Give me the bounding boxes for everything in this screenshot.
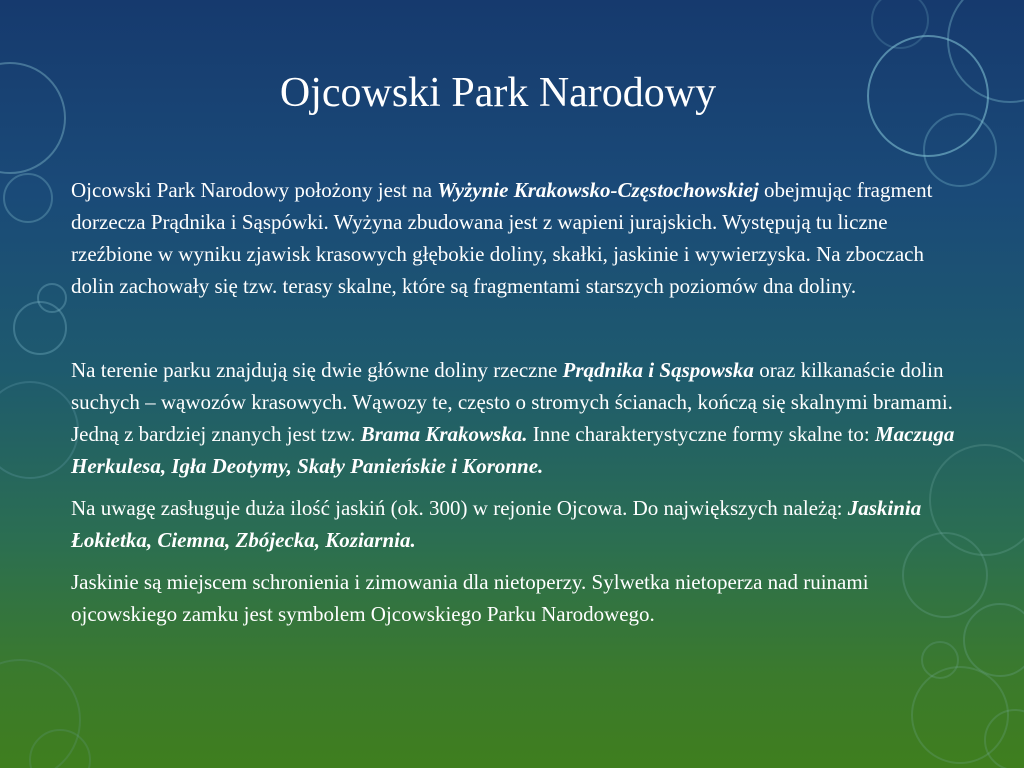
paragraph-1-text-2: obejmując fragment dorzecza Prądnika i Sąspówki. Wyżyna zbudowana jest z wapieni jurajskich. Występują tu liczne rzeźbione w wyniku zjawisk krasowych głębokie doliny, skałki, jaskinie i wywierzyska. Na zboczach dolin zachowały się tzw. terasy skalne, które są fragmentami starszych poziomów dna doliny.	[71, 178, 933, 298]
paragraph-2-highlight-2: Brama Krakowska.	[360, 422, 528, 446]
paragraph-3-highlight-1: Jaskinia Łokietka, Ciemna, Zbójecka, Koziarnia.	[71, 496, 922, 552]
paragraph-4-text-1: Jaskinie są miejscem schronienia i zimowania dla nietoperzy. Sylwetka nietoperza nad ruinami ojcowskiego zamku jest symbolem Ojcowskiego Parku Narodowego.	[71, 570, 869, 626]
paragraph-2-text-3: Inne charakterystyczne formy skalne to:	[527, 422, 875, 446]
paragraph-4	[71, 566, 971, 630]
paragraph-1-highlight-1: Wyżynie Krakowsko-Częstochowskiej	[437, 178, 759, 202]
paragraph-1-text-1: Ojcowski Park Narodowy położony jest na	[71, 178, 438, 202]
paragraph-2-text-1: Na terenie parku znajdują się dwie główne doliny rzeczne	[71, 358, 563, 382]
slide-title: Ojcowski Park Narodowy	[279, 70, 717, 116]
paragraph-2-highlight-3: Maczuga Herkulesa, Igła Deotymy, Skały Panieńskie i Koronne.	[71, 422, 955, 478]
paragraph-3	[71, 492, 971, 556]
paragraph-3-text-1: Na uwagę zasługuje duża ilość jaskiń (ok. 300) w rejonie Ojcowa. Do największych należą:	[71, 496, 848, 520]
paragraph-2	[71, 354, 971, 482]
paragraph-1	[71, 174, 971, 302]
paragraph-2-highlight-1: Prądnika i Sąspowska	[562, 358, 754, 382]
slide-body	[71, 174, 971, 630]
paragraph-2-text-2: oraz kilkanaście dolin suchych – wąwozów krasowych. Wąwozy te, często o stromych ścianach, kończą się skalnymi bramami. Jedną z bardziej znanych jest tzw.	[71, 358, 953, 446]
